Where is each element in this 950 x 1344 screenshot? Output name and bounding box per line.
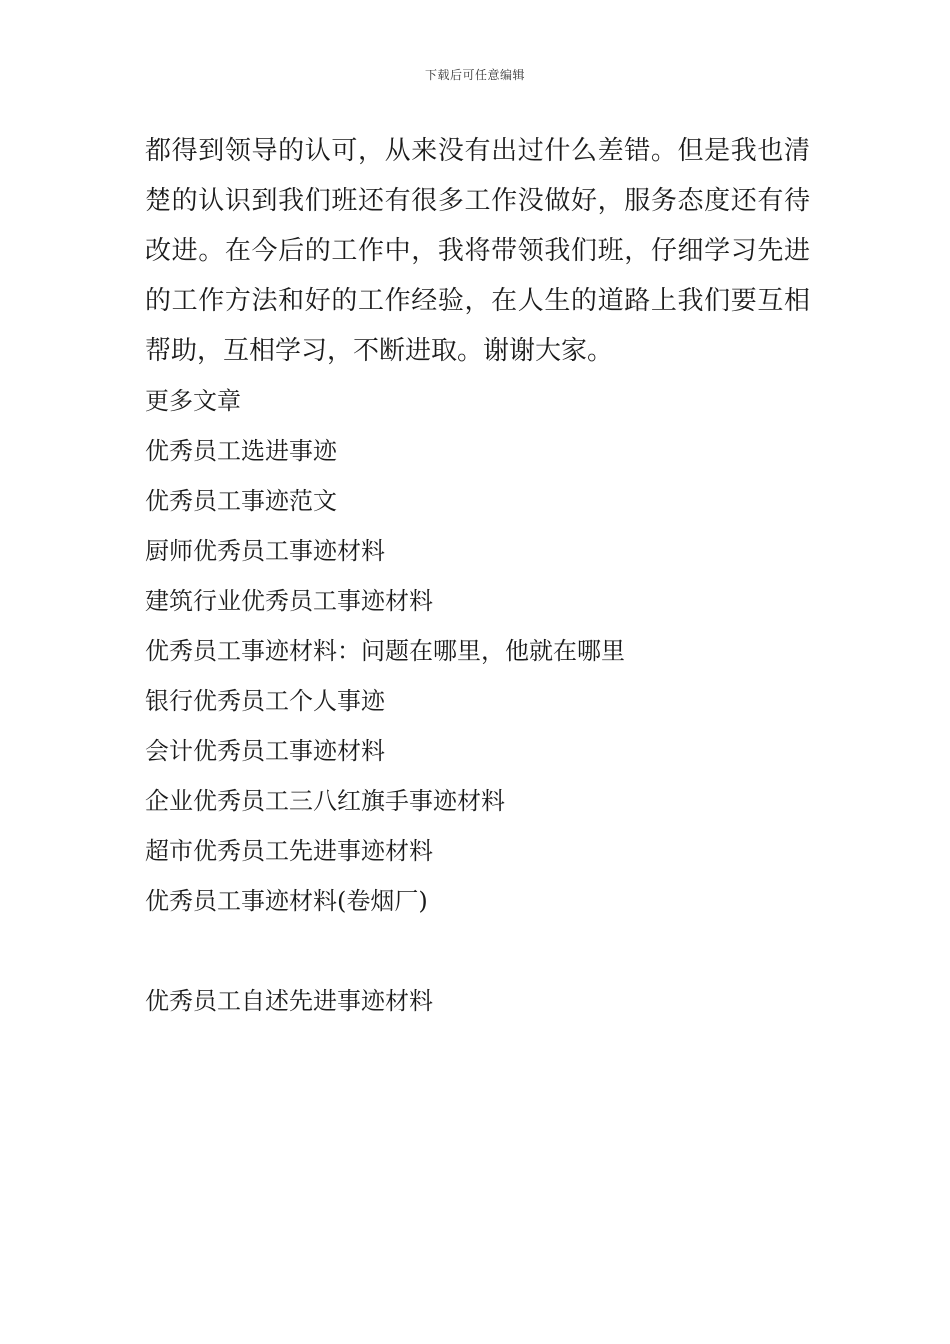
article-link[interactable]: 建筑行业优秀员工事迹材料 <box>145 587 433 615</box>
article-link[interactable]: 超市优秀员工先进事迹材料 <box>145 837 433 865</box>
article-link-list <box>145 426 810 1026</box>
article-link[interactable]: 优秀员工自述先进事迹材料 <box>145 987 433 1015</box>
more-articles-heading: 更多文章 <box>145 387 241 415</box>
body-paragraph: 都得到领导的认可，从来没有出过什么差错。但是我也清楚的认识到我们班还有很多工作没做好，服务态度还有待改进。在今后的工作中，我将带领我们班，仔细学习先进的工作方法和好的工作经验，在人生的道路上我们要互相帮助，互相学习，不断进取。谢谢大家。 <box>145 136 810 366</box>
article-link[interactable]: 会计优秀员工事迹材料 <box>145 737 385 765</box>
document-body <box>145 126 810 1026</box>
article-link[interactable]: 优秀员工事迹材料：问题在哪里，他就在哪里 <box>145 637 625 665</box>
article-link[interactable]: 优秀员工事迹材料(卷烟厂) <box>145 887 428 915</box>
article-link[interactable]: 厨师优秀员工事迹材料 <box>145 537 385 565</box>
article-link[interactable]: 优秀员工选进事迹 <box>145 437 337 465</box>
article-link[interactable]: 优秀员工事迹范文 <box>145 487 337 515</box>
page-header: 下载后可任意编辑 <box>424 68 525 82</box>
article-link[interactable]: 企业优秀员工三八红旗手事迹材料 <box>145 787 505 815</box>
article-link[interactable]: 银行优秀员工个人事迹 <box>145 687 385 715</box>
